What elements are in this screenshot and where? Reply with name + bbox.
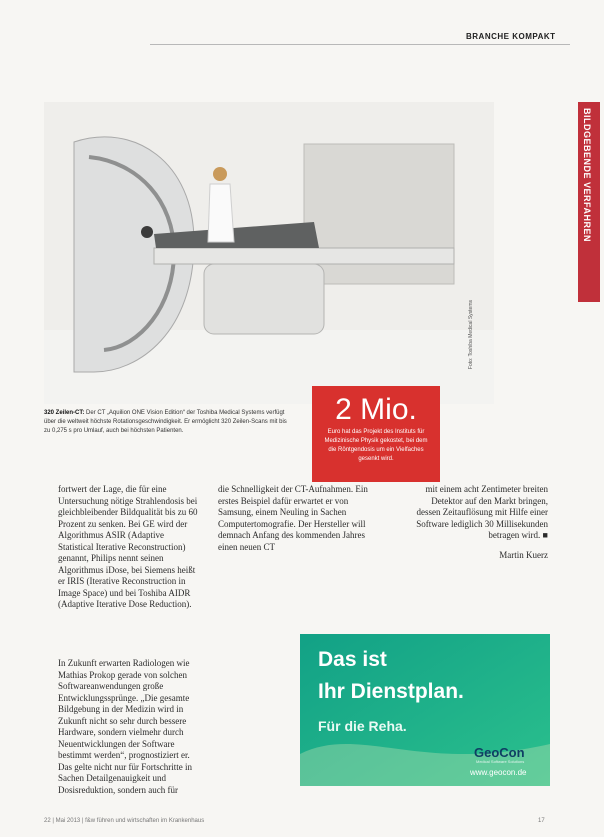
- article-column-3: [412, 484, 548, 561]
- page-number: 17: [538, 818, 545, 824]
- caption-lead: 320 Zeilen-CT:: [44, 410, 85, 416]
- article-column-2: [218, 484, 376, 561]
- photo-caption: [44, 409, 294, 436]
- ad-tagline: Medical Software Solutions: [476, 759, 525, 764]
- column-2-text: die Schnelligkeit der CT-Aufnahmen. Ein erstes Beispiel dafür erwartet er von Samsung, einem Neuling in Sachen Computertomografie. Der Hersteller will demnach Anfang des kommenden Jahres einen neuen CT: [218, 484, 368, 552]
- side-tab-label: BILDGEBENDE VERFAHREN: [582, 108, 592, 243]
- ad-line-3: Für die Reha.: [318, 718, 407, 734]
- ad-logo: GeoCon: [474, 745, 525, 760]
- caption-text: Der CT „Aquilion ONE Vision Edition“ der Toshiba Medical Systems verfügt über die weltweit höchste Rotationsgeschwindigkeit. Er ermöglicht 320 Zeilen-Scans mit bis zu 0,275 s pro Umlauf, auch bei höchsten Patienten.: [44, 410, 287, 434]
- stat-callout: [312, 386, 440, 482]
- callout-text: Euro hat das Projekt des Instituts für Medizinische Physik gekostet, bei dem die Röntgendosis um ein Vielfaches gesenkt wird.: [324, 429, 428, 462]
- footer-text: 22 | Mai 2013 | f&w führen und wirtschaften im Krankenhaus: [44, 818, 205, 824]
- photo-credit: Foto: Toshiba Medical Systems: [468, 300, 474, 370]
- article-column-1: [58, 484, 198, 619]
- article-column-4: [58, 658, 198, 804]
- ad-line-1: Das ist: [318, 648, 387, 671]
- header-rule: [150, 44, 570, 45]
- side-section-tab: [578, 102, 600, 302]
- column-3-text: mit einem acht Zentimeter breiten Detektor auf den Markt bringen, dessen Zeitauflösung mit Hilfe einer Software lediglich 30 Millisekunden betragen wird. ■: [416, 484, 548, 540]
- ad-url[interactable]: www.geocon.de: [470, 768, 527, 777]
- column-1-text: fortwert der Lage, die für eine Untersuchung nötige Strahlendosis bei gleichbleibender Bildqualität bis zu 60 Prozent zu senken. Bei GE wird der Algorithmus ASIR (Adaptive Statistical Iterative Reconstruction) genannt, Philips nennt seinen Algorithmus iDose, bei Siemens heißt er IRIS (Iterative Reconstruction in Image Space) und bei Toshiba AIDR (Adaptive Iterative Dose Reduction).: [58, 484, 198, 609]
- ct-scanner-photo: [44, 102, 494, 404]
- section-title: BRANCHE KOMPAKT: [466, 32, 556, 41]
- ad-line-2: Ihr Dienstplan.: [318, 680, 464, 703]
- author: Martin Kuerz: [499, 549, 548, 560]
- callout-number: 2 Mio.: [335, 393, 417, 426]
- geocon-advertisement[interactable]: [300, 634, 550, 786]
- column-4-text: In Zukunft erwarten Radiologen wie Mathias Prokop gerade von solchen Softwareanwendungen große Entwicklungssprünge. „Die gesamte Bildgebung in der Medizin wird in Zukunft nicht so sehr durch bessere Hardware, sondern vielmehr durch Neuentwicklungen der Software bestimmt werden“, prognostiziert er. Das gelte nicht nur für Fortschritte in Sachen Detailgenauigkeit und Dosisreduktion, sondern auch für: [58, 658, 192, 795]
